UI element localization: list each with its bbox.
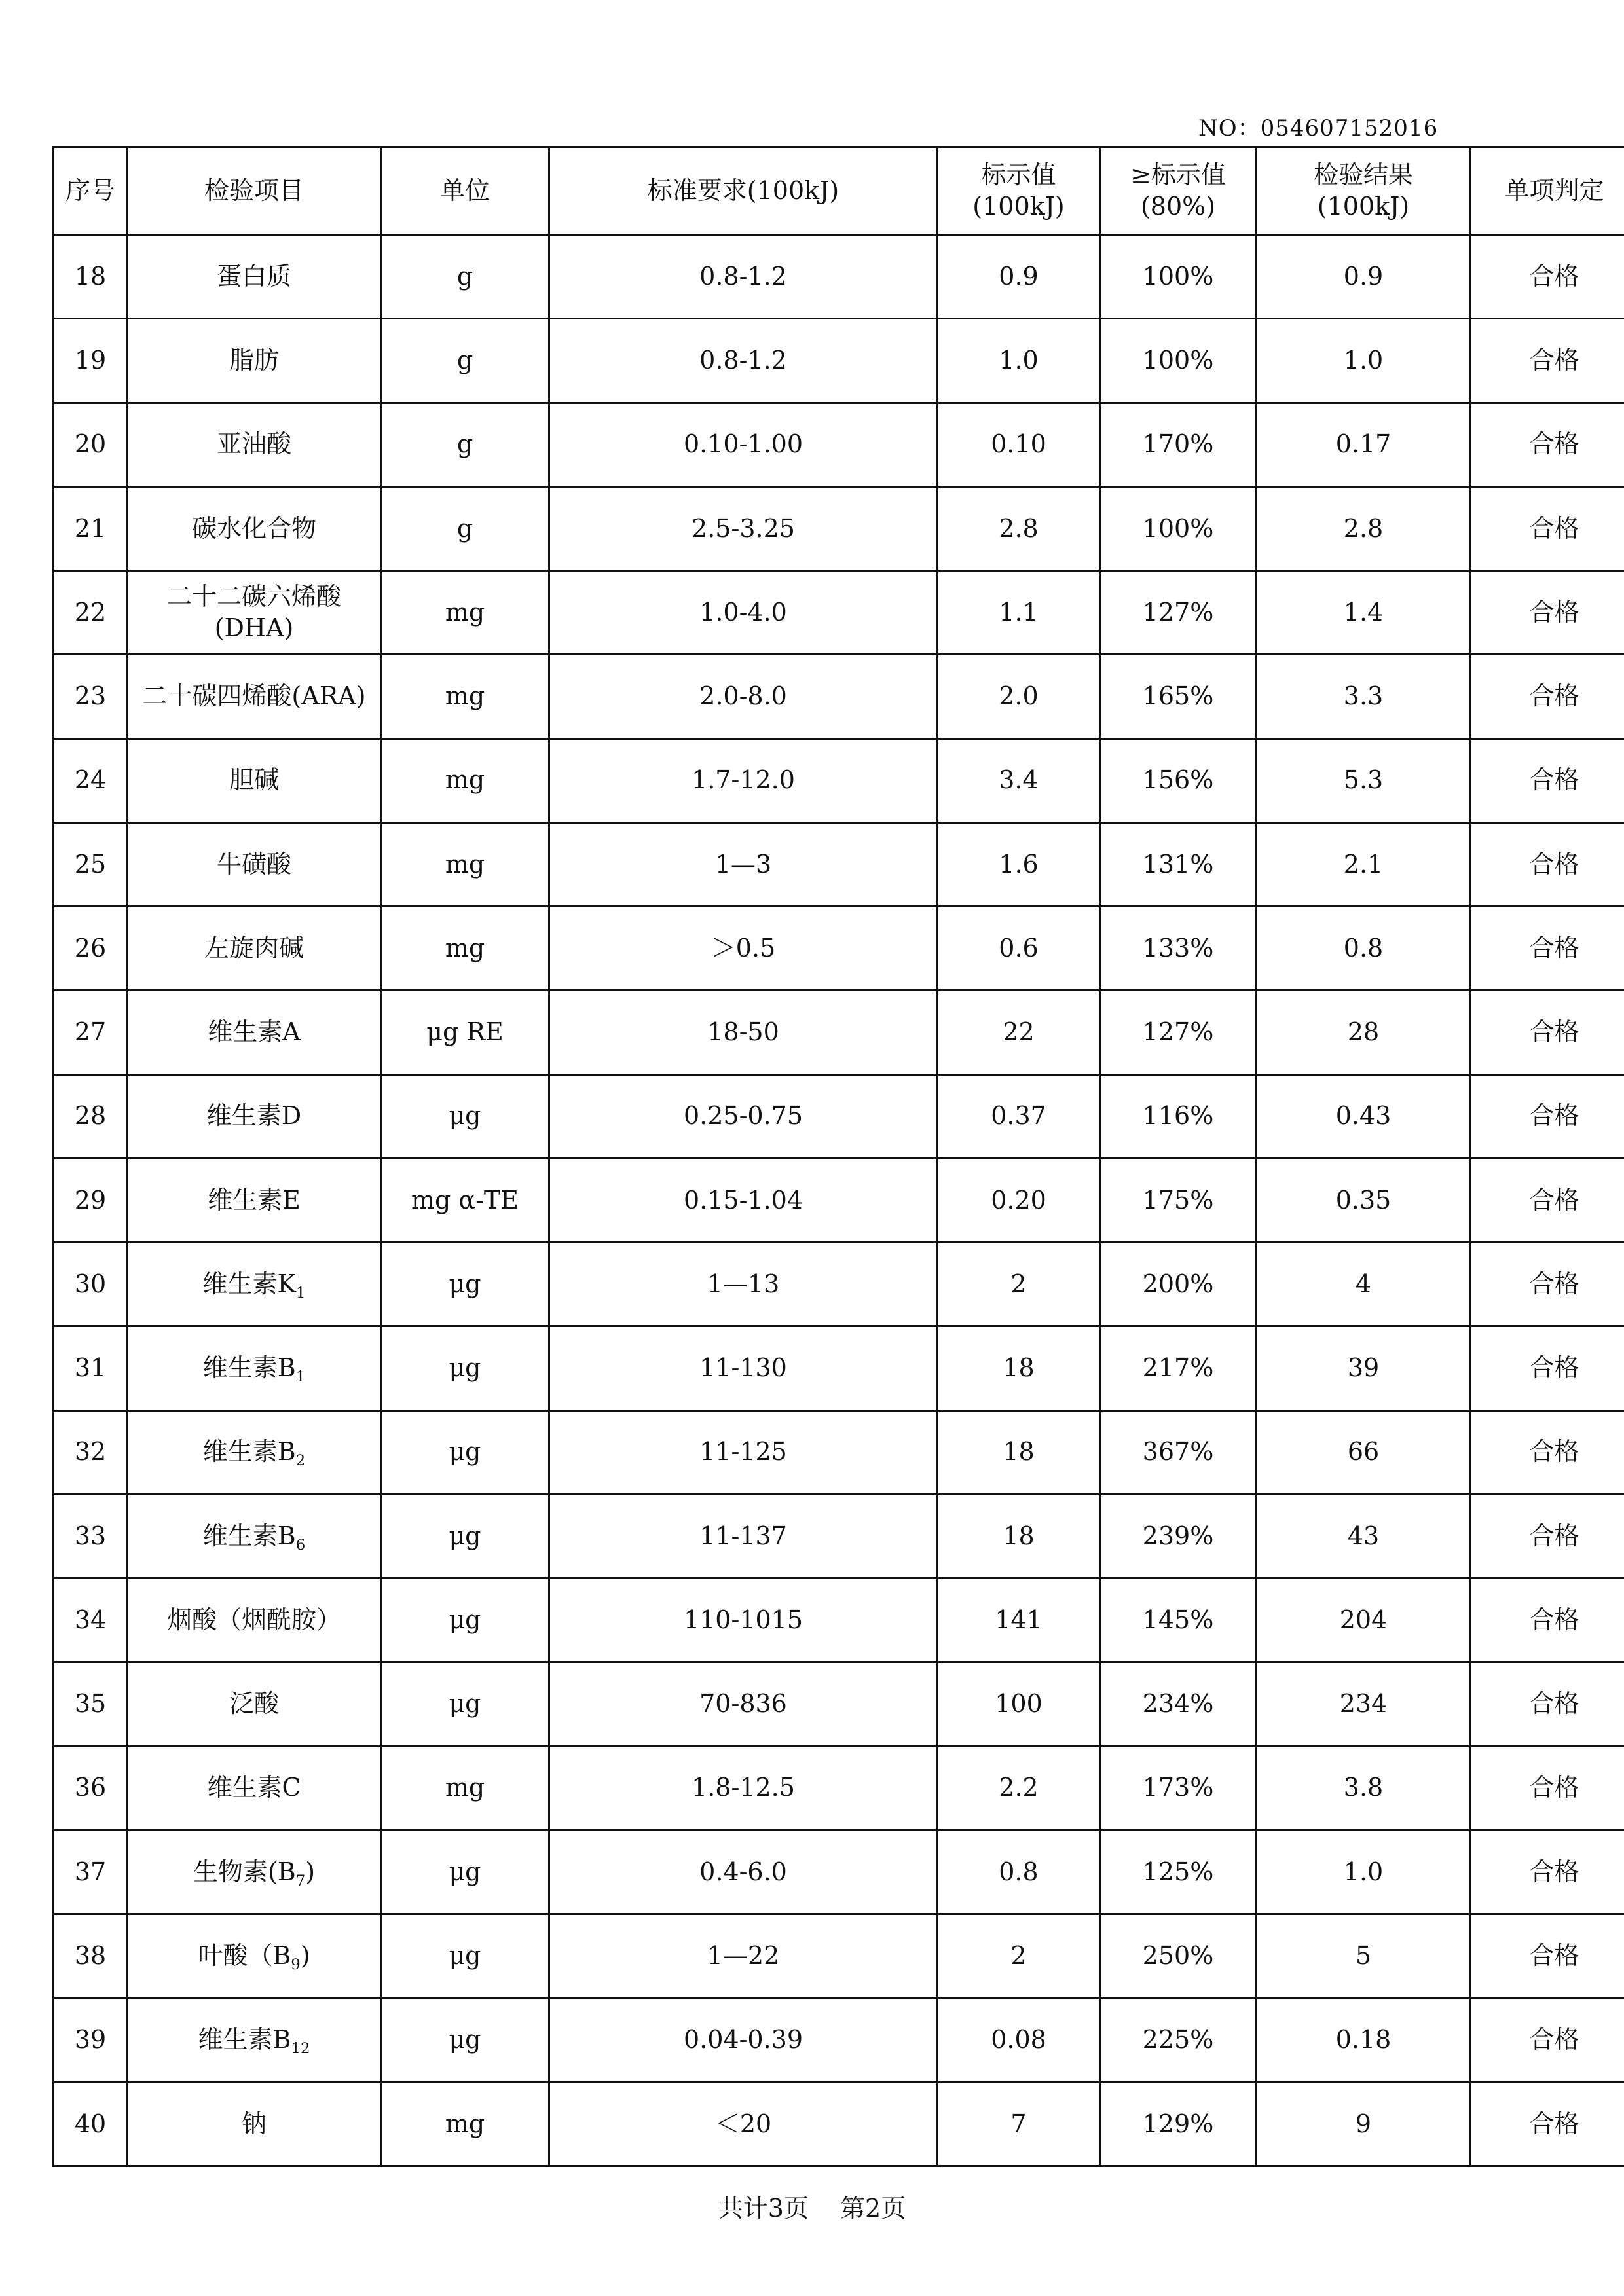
table-row xyxy=(54,1494,1624,1578)
cell-result: 3.3 xyxy=(1257,655,1471,738)
item-name: 二十二碳六烯酸 xyxy=(166,582,341,611)
cell-standard: 1.7-12.0 xyxy=(549,738,938,822)
cell-judgment: 合格 xyxy=(1471,1494,1624,1578)
item-name: 牛磺酸 xyxy=(216,849,291,879)
cell-judgment: 合格 xyxy=(1471,991,1624,1074)
cell-label-value: 2 xyxy=(938,1243,1100,1326)
table-row xyxy=(54,1243,1624,1326)
cell-result: 4 xyxy=(1257,1243,1471,1326)
header-percent xyxy=(1100,147,1257,235)
item-subscript: 1 xyxy=(295,1284,306,1302)
cell-result: 5 xyxy=(1257,1914,1471,1998)
cell-judgment: 合格 xyxy=(1471,235,1624,319)
header-seq: 序号 xyxy=(54,147,128,235)
cell-unit: mg xyxy=(381,655,549,738)
table-row xyxy=(54,403,1624,486)
cell-unit: μg xyxy=(381,1494,549,1578)
cell-label-value: 7 xyxy=(938,2082,1100,2166)
item-subscript: 7 xyxy=(295,1872,306,1889)
cell-result: 234 xyxy=(1257,1662,1471,1746)
cell-standard: 1—22 xyxy=(549,1914,938,1998)
header-label-value xyxy=(938,147,1100,235)
cell-judgment: 合格 xyxy=(1471,822,1624,906)
cell-item xyxy=(128,1830,381,1914)
cell-unit: g xyxy=(381,486,549,570)
cell-result: 204 xyxy=(1257,1578,1471,1662)
cell-result: 2.1 xyxy=(1257,822,1471,906)
table-row xyxy=(54,1746,1624,1830)
cell-percent: 131% xyxy=(1100,822,1257,906)
cell-unit: μg xyxy=(381,1578,549,1662)
table-row xyxy=(54,1830,1624,1914)
item-name: 维生素B xyxy=(202,1521,296,1550)
table-header-row xyxy=(54,147,1624,235)
item-name: 生物素(B xyxy=(193,1857,296,1886)
cell-percent: 100% xyxy=(1100,235,1257,319)
header-percent-line2: (80%) xyxy=(1140,191,1216,221)
header-result xyxy=(1257,147,1471,235)
item-suffix: ) xyxy=(305,1857,316,1886)
cell-label-value: 2.2 xyxy=(938,1746,1100,1830)
cell-judgment: 合格 xyxy=(1471,1998,1624,2082)
item-name: 维生素B xyxy=(202,1437,296,1467)
cell-seq: 36 xyxy=(54,1746,128,1830)
table-row xyxy=(54,1662,1624,1746)
item-name: 左旋肉碱 xyxy=(204,933,304,962)
cell-judgment: 合格 xyxy=(1471,1410,1624,1494)
item-name: 叶酸（B xyxy=(198,1941,291,1970)
cell-judgment: 合格 xyxy=(1471,2082,1624,2166)
cell-unit: μg xyxy=(381,1410,549,1494)
cell-standard: 0.4-6.0 xyxy=(549,1830,938,1914)
cell-percent: 116% xyxy=(1100,1074,1257,1158)
cell-judgment: 合格 xyxy=(1471,1746,1624,1830)
item-name: 维生素C xyxy=(207,1773,301,1802)
cell-seq: 19 xyxy=(54,319,128,403)
cell-unit: mg xyxy=(381,738,549,822)
cell-judgment: 合格 xyxy=(1471,1326,1624,1410)
item-suffix: ) xyxy=(300,1941,310,1970)
cell-item xyxy=(128,571,381,655)
cell-unit: μg xyxy=(381,1998,549,2082)
cell-unit: mg xyxy=(381,571,549,655)
cell-standard: 0.10-1.00 xyxy=(549,403,938,486)
cell-seq: 18 xyxy=(54,235,128,319)
cell-seq: 30 xyxy=(54,1243,128,1326)
cell-label-value: 0.08 xyxy=(938,1998,1100,2082)
page-footer xyxy=(0,2188,1624,2224)
cell-seq: 34 xyxy=(54,1578,128,1662)
cell-percent: 127% xyxy=(1100,991,1257,1074)
header-label-value-line1: 标示值 xyxy=(981,160,1056,189)
cell-percent: 127% xyxy=(1100,571,1257,655)
cell-unit: μg xyxy=(381,1243,549,1326)
item-subscript: 1 xyxy=(295,1368,306,1386)
cell-standard: 1.8-12.5 xyxy=(549,1746,938,1830)
cell-result: 0.18 xyxy=(1257,1998,1471,2082)
cell-label-value: 0.6 xyxy=(938,907,1100,991)
table-row xyxy=(54,822,1624,906)
cell-standard: 0.8-1.2 xyxy=(549,319,938,403)
cell-judgment: 合格 xyxy=(1471,1662,1624,1746)
header-label-value-line2: (100kJ) xyxy=(972,191,1065,221)
table-row xyxy=(54,738,1624,822)
cell-seq: 35 xyxy=(54,1662,128,1746)
cell-percent: 133% xyxy=(1100,907,1257,991)
cell-label-value: 100 xyxy=(938,1662,1100,1746)
cell-judgment: 合格 xyxy=(1471,738,1624,822)
cell-unit: μg xyxy=(381,1662,549,1746)
cell-unit: g xyxy=(381,235,549,319)
cell-item xyxy=(128,1243,381,1326)
cell-percent: 239% xyxy=(1100,1494,1257,1578)
cell-standard: 11-125 xyxy=(549,1410,938,1494)
cell-judgment: 合格 xyxy=(1471,486,1624,570)
cell-percent: 173% xyxy=(1100,1746,1257,1830)
table-row xyxy=(54,486,1624,570)
cell-result: 1.0 xyxy=(1257,319,1471,403)
cell-label-value: 0.37 xyxy=(938,1074,1100,1158)
cell-percent: 165% xyxy=(1100,655,1257,738)
cell-unit: μg xyxy=(381,1326,549,1410)
cell-item xyxy=(128,1998,381,2082)
cell-seq: 38 xyxy=(54,1914,128,1998)
header-result-line2: (100kJ) xyxy=(1317,191,1410,221)
cell-item xyxy=(128,822,381,906)
cell-percent: 217% xyxy=(1100,1326,1257,1410)
cell-label-value: 2.0 xyxy=(938,655,1100,738)
cell-label-value: 0.10 xyxy=(938,403,1100,486)
cell-unit: μg RE xyxy=(381,991,549,1074)
cell-item xyxy=(128,1494,381,1578)
item-name: 钠 xyxy=(241,2109,267,2138)
cell-seq: 24 xyxy=(54,738,128,822)
cell-label-value: 2 xyxy=(938,1914,1100,1998)
cell-seq: 31 xyxy=(54,1326,128,1410)
cell-judgment: 合格 xyxy=(1471,319,1624,403)
cell-percent: 234% xyxy=(1100,1662,1257,1746)
cell-standard: 70-836 xyxy=(549,1662,938,1746)
table-row xyxy=(54,1326,1624,1410)
cell-result: 9 xyxy=(1257,2082,1471,2166)
cell-standard: ＜20 xyxy=(549,2082,938,2166)
cell-result: 0.17 xyxy=(1257,403,1471,486)
cell-result: 0.9 xyxy=(1257,235,1471,319)
cell-seq: 22 xyxy=(54,571,128,655)
cell-label-value: 0.8 xyxy=(938,1830,1100,1914)
footer-total-pages: 共计3页 xyxy=(718,2194,809,2223)
cell-standard: 11-130 xyxy=(549,1326,938,1410)
cell-judgment: 合格 xyxy=(1471,1074,1624,1158)
cell-judgment: 合格 xyxy=(1471,655,1624,738)
cell-result: 39 xyxy=(1257,1326,1471,1410)
cell-judgment: 合格 xyxy=(1471,1914,1624,1998)
cell-seq: 29 xyxy=(54,1158,128,1242)
item-subscript: 2 xyxy=(295,1452,306,1470)
cell-label-value: 22 xyxy=(938,991,1100,1074)
item-name: 维生素A xyxy=(208,1017,301,1047)
cell-standard: 0.8-1.2 xyxy=(549,235,938,319)
footer-page-number: 第2页 xyxy=(840,2194,906,2223)
cell-result: 0.43 xyxy=(1257,1074,1471,1158)
header-result-line1: 检验结果 xyxy=(1313,160,1413,189)
cell-label-value: 1.6 xyxy=(938,822,1100,906)
table-body xyxy=(54,235,1624,2166)
table-row xyxy=(54,571,1624,655)
cell-label-value: 3.4 xyxy=(938,738,1100,822)
cell-item xyxy=(128,2082,381,2166)
cell-result: 28 xyxy=(1257,991,1471,1074)
cell-percent: 200% xyxy=(1100,1243,1257,1326)
cell-item xyxy=(128,1158,381,1242)
table-row xyxy=(54,1914,1624,1998)
item-name: 胆碱 xyxy=(229,765,279,795)
cell-item xyxy=(128,991,381,1074)
cell-unit: μg xyxy=(381,1074,549,1158)
cell-standard: 2.0-8.0 xyxy=(549,655,938,738)
cell-seq: 37 xyxy=(54,1830,128,1914)
cell-seq: 39 xyxy=(54,1998,128,2082)
cell-result: 43 xyxy=(1257,1494,1471,1578)
cell-percent: 175% xyxy=(1100,1158,1257,1242)
cell-standard: ＞0.5 xyxy=(549,907,938,991)
item-name: 维生素B xyxy=(198,2025,291,2054)
cell-seq: 32 xyxy=(54,1410,128,1494)
table-row xyxy=(54,235,1624,319)
report-number: NO：054607152016 xyxy=(1198,115,1439,141)
item-name: 维生素B xyxy=(202,1353,296,1383)
cell-item xyxy=(128,1914,381,1998)
cell-percent: 129% xyxy=(1100,2082,1257,2166)
cell-seq: 28 xyxy=(54,1074,128,1158)
item-subscript: 12 xyxy=(291,2040,310,2058)
cell-label-value: 0.9 xyxy=(938,235,1100,319)
cell-standard: 0.04-0.39 xyxy=(549,1998,938,2082)
cell-item xyxy=(128,1326,381,1410)
item-name: 维生素E xyxy=(208,1185,301,1214)
cell-item xyxy=(128,1662,381,1746)
cell-standard: 110-1015 xyxy=(549,1578,938,1662)
header-judgment: 单项判定 xyxy=(1471,147,1624,235)
item-name: 亚油酸 xyxy=(216,429,291,459)
cell-standard: 1—13 xyxy=(549,1243,938,1326)
cell-result: 0.35 xyxy=(1257,1158,1471,1242)
cell-result: 1.0 xyxy=(1257,1830,1471,1914)
cell-item xyxy=(128,235,381,319)
header-item: 检验项目 xyxy=(128,147,381,235)
cell-unit: μg xyxy=(381,1830,549,1914)
cell-standard: 1.0-4.0 xyxy=(549,571,938,655)
cell-seq: 23 xyxy=(54,655,128,738)
cell-standard: 2.5-3.25 xyxy=(549,486,938,570)
cell-result: 66 xyxy=(1257,1410,1471,1494)
cell-label-value: 2.8 xyxy=(938,486,1100,570)
cell-item xyxy=(128,1746,381,1830)
cell-item xyxy=(128,907,381,991)
cell-item xyxy=(128,403,381,486)
cell-result: 5.3 xyxy=(1257,738,1471,822)
cell-unit: mg xyxy=(381,822,549,906)
cell-percent: 367% xyxy=(1100,1410,1257,1494)
cell-unit: μg xyxy=(381,1914,549,1998)
cell-standard: 18-50 xyxy=(549,991,938,1074)
cell-item xyxy=(128,655,381,738)
cell-seq: 20 xyxy=(54,403,128,486)
header-unit: 单位 xyxy=(381,147,549,235)
cell-seq: 33 xyxy=(54,1494,128,1578)
cell-label-value: 18 xyxy=(938,1326,1100,1410)
header-standard: 标准要求(100kJ) xyxy=(549,147,938,235)
cell-judgment: 合格 xyxy=(1471,1830,1624,1914)
cell-item xyxy=(128,1578,381,1662)
cell-percent: 100% xyxy=(1100,319,1257,403)
cell-unit: mg α-TE xyxy=(381,1158,549,1242)
cell-unit: mg xyxy=(381,1746,549,1830)
cell-result: 1.4 xyxy=(1257,571,1471,655)
cell-seq: 26 xyxy=(54,907,128,991)
cell-result: 3.8 xyxy=(1257,1746,1471,1830)
table-row xyxy=(54,1410,1624,1494)
table-row xyxy=(54,991,1624,1074)
cell-seq: 40 xyxy=(54,2082,128,2166)
cell-standard: 0.25-0.75 xyxy=(549,1074,938,1158)
item-name: 脂肪 xyxy=(229,346,279,375)
cell-label-value: 18 xyxy=(938,1494,1100,1578)
table-row xyxy=(54,655,1624,738)
cell-standard: 0.15-1.04 xyxy=(549,1158,938,1242)
item-name: 泛酸 xyxy=(229,1689,279,1719)
cell-percent: 100% xyxy=(1100,486,1257,570)
cell-judgment: 合格 xyxy=(1471,1158,1624,1242)
table-row xyxy=(54,1074,1624,1158)
item-name-line2: (DHA) xyxy=(214,613,294,642)
cell-result: 2.8 xyxy=(1257,486,1471,570)
cell-item xyxy=(128,486,381,570)
cell-seq: 27 xyxy=(54,991,128,1074)
cell-result: 0.8 xyxy=(1257,907,1471,991)
cell-label-value: 0.20 xyxy=(938,1158,1100,1242)
cell-label-value: 18 xyxy=(938,1410,1100,1494)
cell-label-value: 1.0 xyxy=(938,319,1100,403)
table-row xyxy=(54,319,1624,403)
cell-judgment: 合格 xyxy=(1471,1578,1624,1662)
item-name: 烟酸（烟酰胺） xyxy=(166,1605,341,1634)
table-row xyxy=(54,1578,1624,1662)
item-name: 维生素D xyxy=(206,1101,302,1131)
cell-percent: 170% xyxy=(1100,403,1257,486)
cell-unit: mg xyxy=(381,907,549,991)
item-name: 碳水化合物 xyxy=(191,513,316,543)
cell-item xyxy=(128,1410,381,1494)
cell-seq: 25 xyxy=(54,822,128,906)
cell-judgment: 合格 xyxy=(1471,571,1624,655)
cell-unit: mg xyxy=(381,2082,549,2166)
cell-label-value: 141 xyxy=(938,1578,1100,1662)
cell-percent: 156% xyxy=(1100,738,1257,822)
item-name: 蛋白质 xyxy=(216,261,291,291)
item-subscript: 9 xyxy=(291,1956,301,1973)
table-row xyxy=(54,907,1624,991)
cell-judgment: 合格 xyxy=(1471,403,1624,486)
cell-percent: 145% xyxy=(1100,1578,1257,1662)
table-row xyxy=(54,1158,1624,1242)
cell-item xyxy=(128,319,381,403)
item-name: 维生素K xyxy=(202,1269,296,1298)
cell-seq: 21 xyxy=(54,486,128,570)
table-row xyxy=(54,2082,1624,2166)
cell-percent: 125% xyxy=(1100,1830,1257,1914)
cell-standard: 1—3 xyxy=(549,822,938,906)
cell-label-value: 1.1 xyxy=(938,571,1100,655)
inspection-table xyxy=(52,146,1624,2167)
cell-item xyxy=(128,738,381,822)
cell-standard: 11-137 xyxy=(549,1494,938,1578)
header-percent-line1: ≥标示值 xyxy=(1130,160,1226,189)
cell-judgment: 合格 xyxy=(1471,1243,1624,1326)
cell-percent: 250% xyxy=(1100,1914,1257,1998)
cell-item xyxy=(128,1074,381,1158)
cell-percent: 225% xyxy=(1100,1998,1257,2082)
cell-judgment: 合格 xyxy=(1471,907,1624,991)
item-name: 二十碳四烯酸(ARA) xyxy=(142,682,366,711)
item-subscript: 6 xyxy=(295,1536,306,1554)
table-row xyxy=(54,1998,1624,2082)
cell-unit: g xyxy=(381,403,549,486)
cell-unit: g xyxy=(381,319,549,403)
